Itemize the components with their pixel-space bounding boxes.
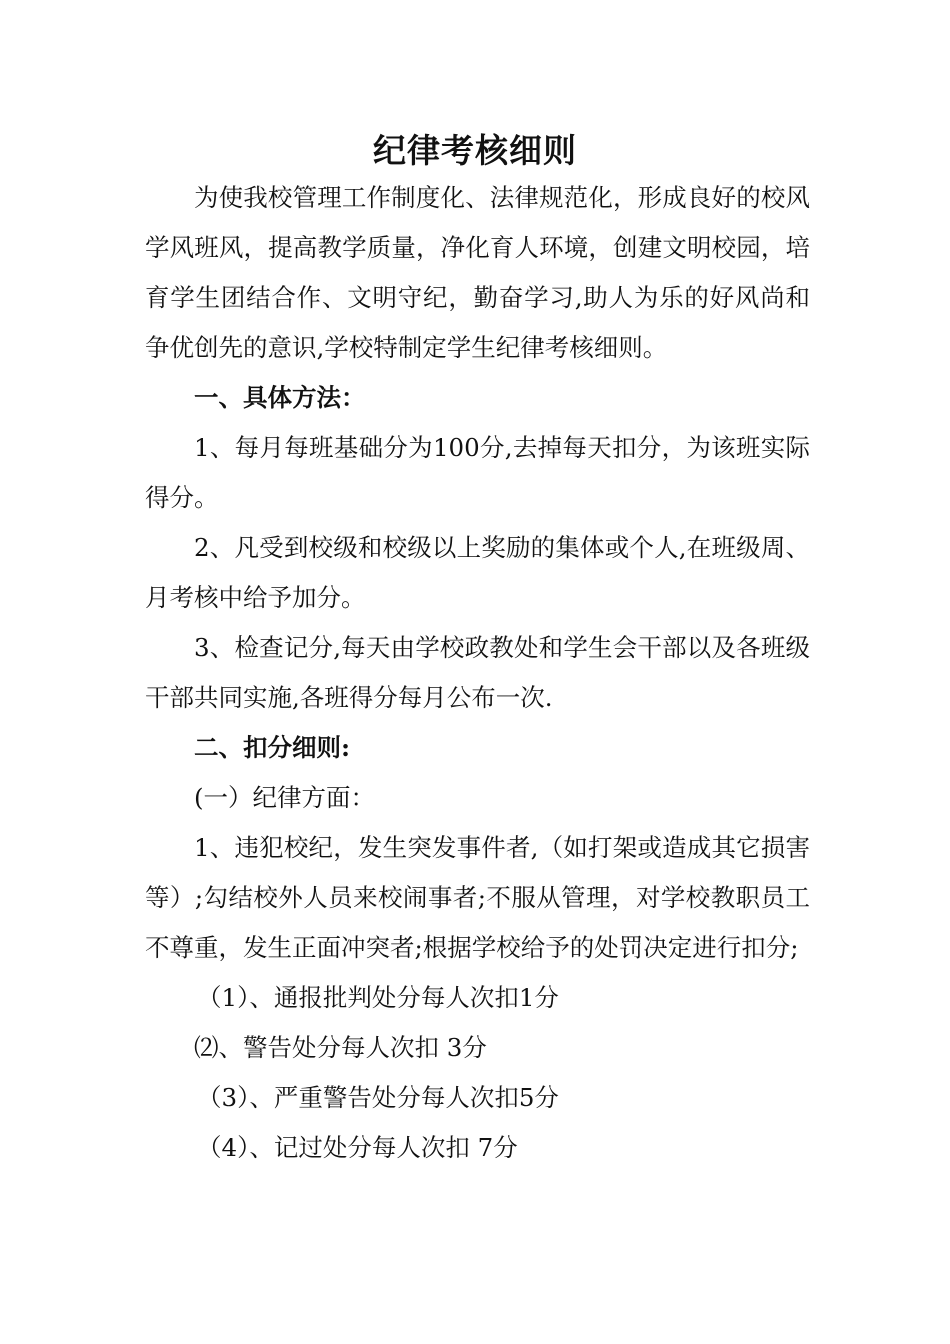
section-heading-deductions: 二、扣分细则: — [194, 733, 351, 762]
deduction-item-3: （3）、严重警告处分每人次扣5分 — [197, 1083, 559, 1112]
document-title: 纪律考核细则 — [373, 131, 577, 170]
deduction-item-1: （1）、通报批判处分每人次扣1分 — [197, 983, 559, 1012]
intro-paragraph: 为使我校管理工作制度化、法律规范化，形成良好的校风学风班风，提高教学质量，净化育人环境，创建文明校园，培育学生团结合作、文明守纪，勤奋学习,助人为乐的好风尚和争优创先的意识,学校特制定学生纪律考核细则。 — [145, 183, 810, 362]
document-body — [145, 173, 810, 1173]
method-item-1: 1、每月每班基础分为100分,去掉每天扣分，为该班实际得分。 — [145, 433, 810, 512]
deduction-item-4: （4）、记过处分每人次扣 7分 — [197, 1133, 518, 1162]
section-heading-methods: 一、具体方法： — [194, 383, 366, 412]
method-item-2: 2、凡受到校级和校级以上奖励的集体或个人,在班级周、月考核中给予加分。 — [145, 533, 810, 612]
method-item-3: 3、检查记分,每天由学校政教处和学生会干部以及各班级干部共同实施,各班得分每月公布一次. — [145, 633, 810, 712]
discipline-paragraph: 1、违犯校纪，发生突发事件者,（如打架或造成其它损害等）;勾结校外人员来校闹事者;不服从管理，对学校教职员工不尊重，发生正面冲突者;根据学校给予的处罚决定进行扣分; — [145, 833, 810, 962]
sub-heading-discipline: (一）纪律方面： — [194, 783, 376, 812]
deduction-item-2: ⑵、警告处分每人次扣 3分 — [194, 1033, 487, 1062]
